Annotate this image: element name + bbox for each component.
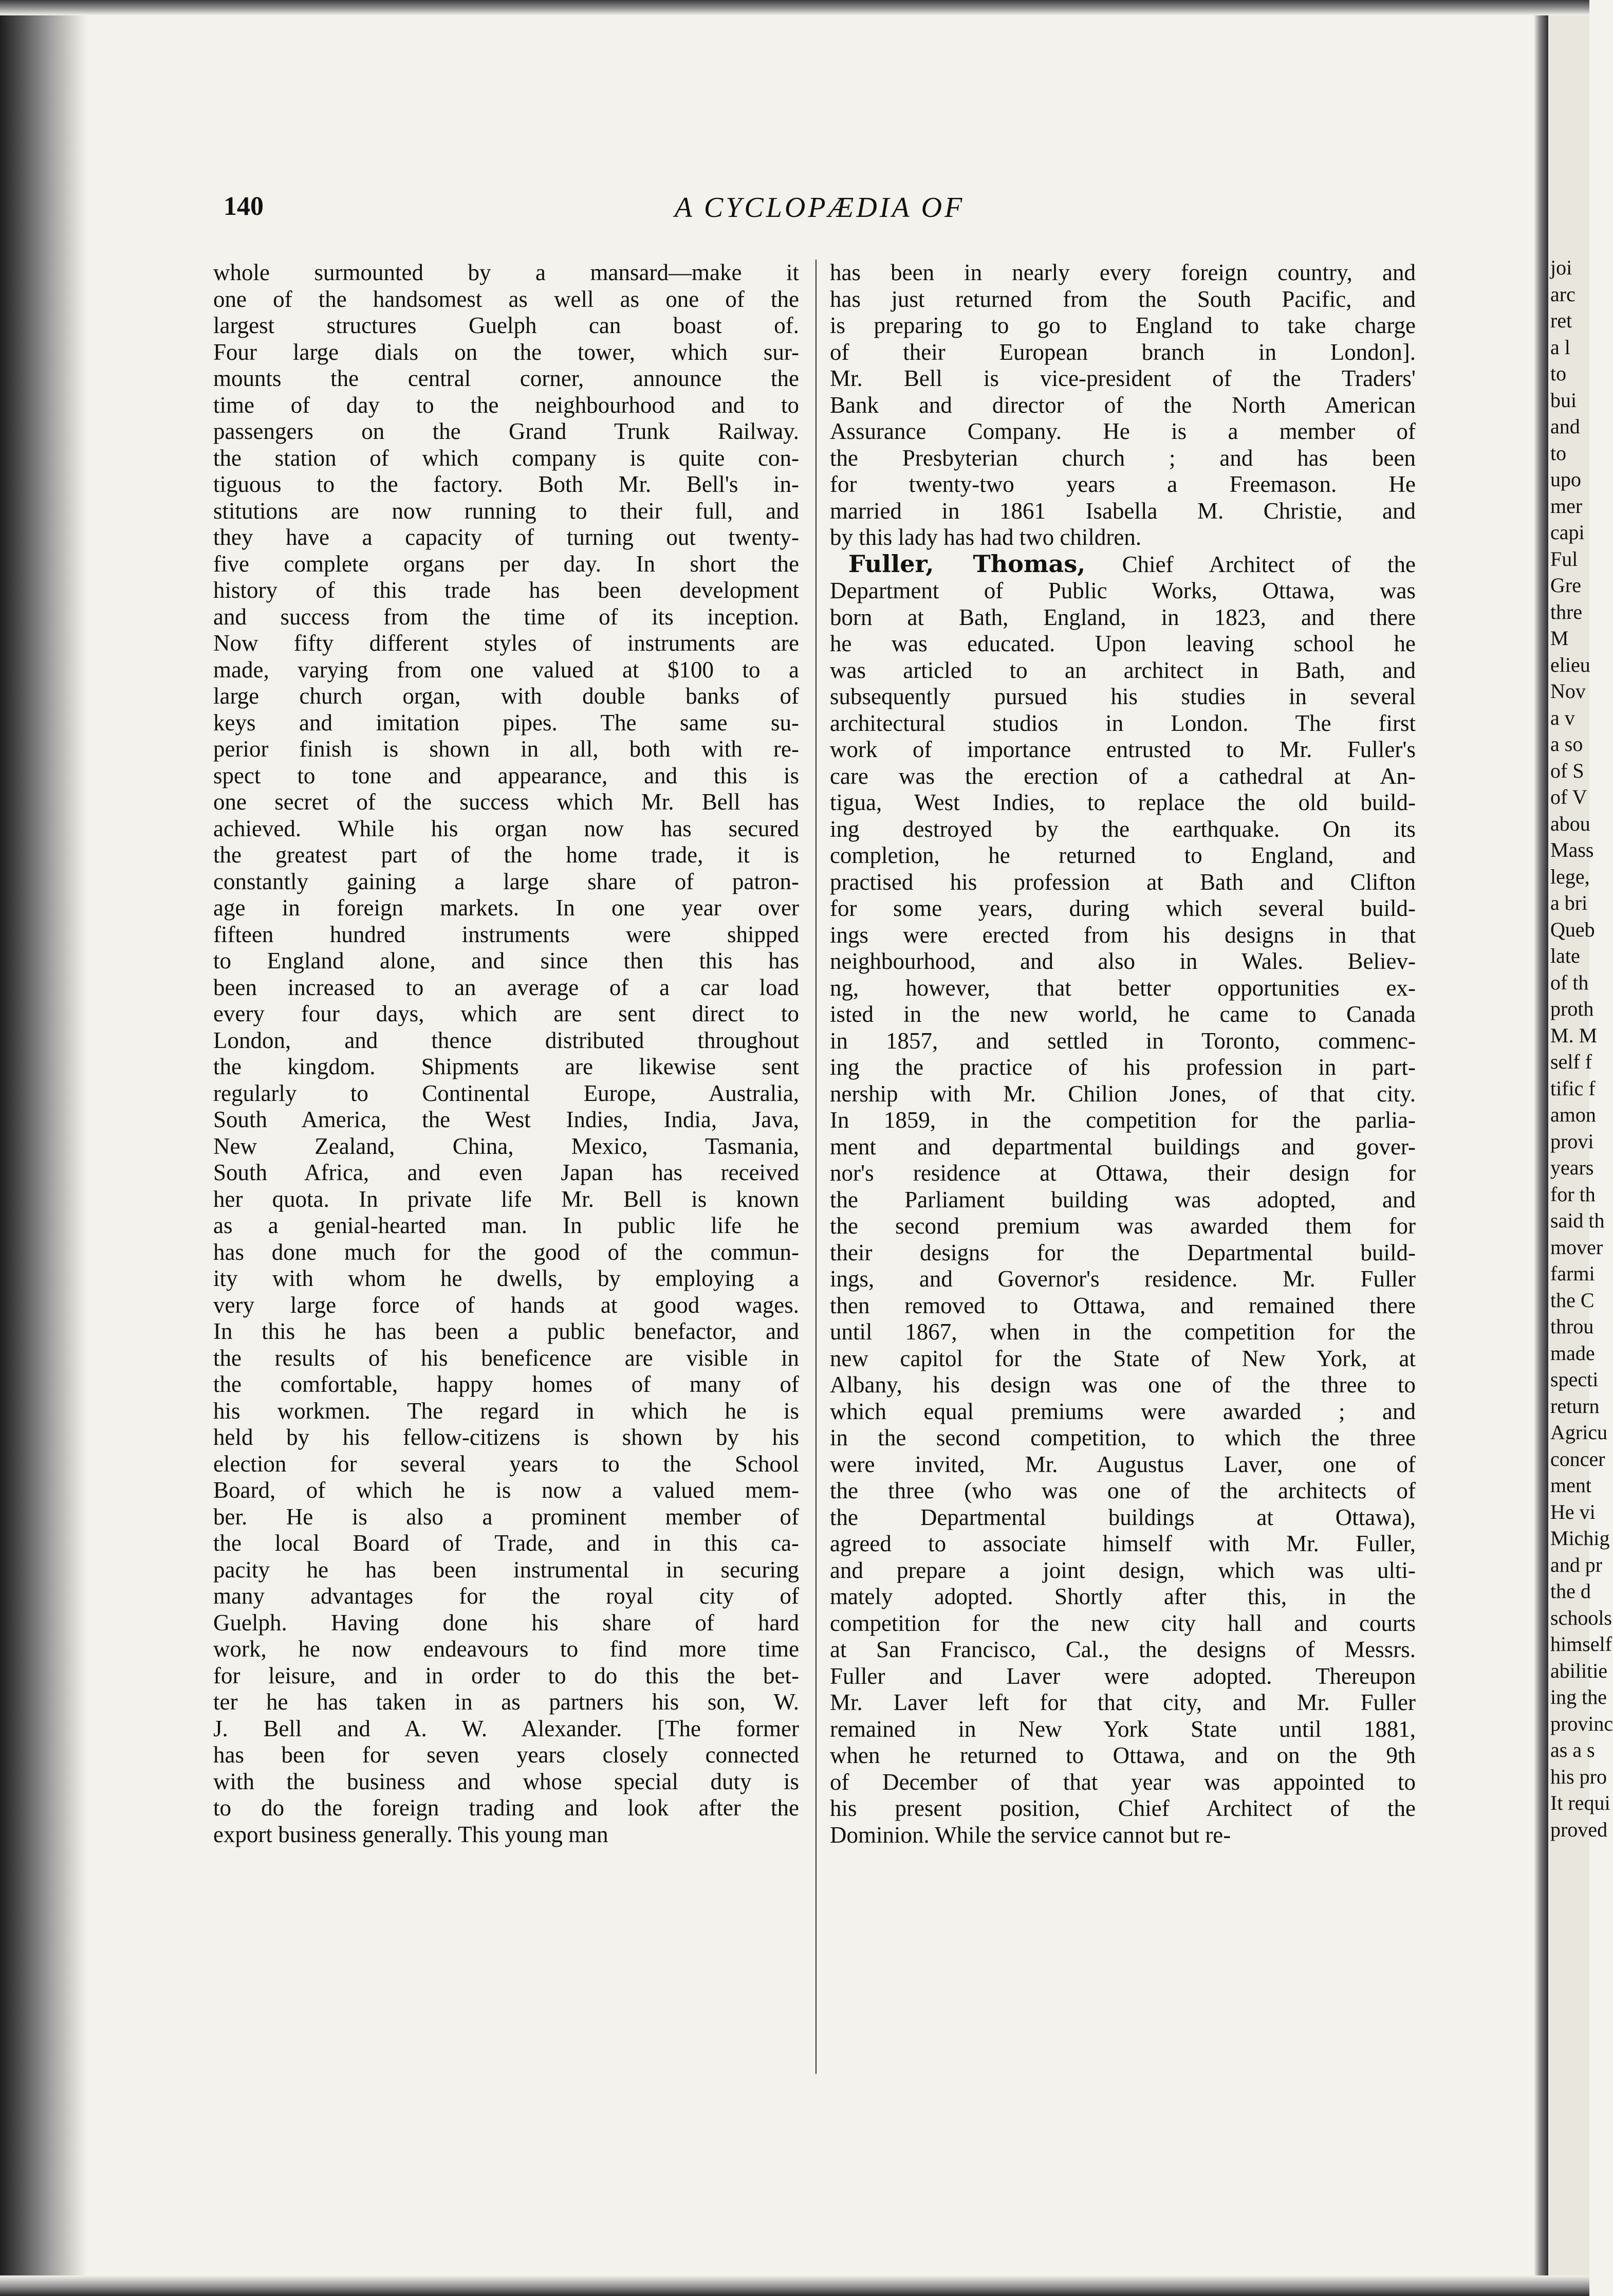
facing-page-fragment: made <box>1550 1341 1595 1365</box>
text-line: and success from the time of its inception. <box>213 603 799 630</box>
text-line: constantly gaining a large share of patron- <box>213 868 799 894</box>
entry-heading-rest: Chief Architect of the <box>1122 551 1416 577</box>
text-line: mately adopted. Shortly after this, in the <box>830 1584 1416 1609</box>
facing-page-fragment: thre <box>1550 600 1583 623</box>
facing-page-fragment: elieu <box>1550 653 1590 676</box>
facing-page-fragment: capi <box>1550 521 1585 544</box>
text-line: New Zealand, China, Mexico, Tasmania, <box>213 1133 799 1159</box>
text-line: ter he has taken in as partners his son, W. <box>213 1689 799 1715</box>
text-line: the comfortable, happy homes of many of <box>213 1371 799 1397</box>
facing-page-fragment: a v <box>1550 706 1575 729</box>
text-line: ment and departmental buildings and gover- <box>830 1133 1416 1160</box>
text-line: care was the erection of a cathedral at An- <box>830 763 1416 789</box>
text-line: for some years, during which several build- <box>830 895 1416 921</box>
text-line: ber. He is also a prominent member of <box>213 1503 799 1530</box>
text-line: whole surmounted by a mansard—make it <box>213 260 799 285</box>
text-line: ing destroyed by the earthquake. On its <box>830 816 1416 842</box>
text-line: many advantages for the royal city of <box>213 1583 799 1609</box>
text-line: subsequently pursued his studies in several <box>830 684 1416 709</box>
facing-page-fragment: a l <box>1550 335 1570 359</box>
text-line: pacity he has been instrumental in securing <box>213 1556 799 1583</box>
text-line: election for several years to the School <box>213 1450 799 1477</box>
facing-page-fragment: arc <box>1550 282 1575 306</box>
facing-page-fragment: years <box>1550 1156 1594 1179</box>
text-line: Fuller and Laver were adopted. Thereupon <box>830 1663 1416 1689</box>
page-header <box>208 191 1431 227</box>
text-line: very large force of hands at good wages. <box>213 1292 799 1318</box>
facing-page-fragment: Gre <box>1550 574 1581 597</box>
facing-page-fragment: Agricu <box>1550 1421 1608 1444</box>
text-line: ng, however, that better opportunities ex- <box>830 975 1416 1001</box>
text-line: competition for the new city hall and courts <box>830 1610 1416 1636</box>
text-line: the greatest part of the home trade, it is <box>213 842 799 868</box>
column-divider <box>815 260 817 2074</box>
text-line: has done much for the good of the commun- <box>213 1239 799 1265</box>
text-line: by this lady has had two children. <box>830 524 1142 550</box>
scan-shadow-top <box>0 0 1589 15</box>
facing-page-fragment: Ful <box>1550 547 1578 571</box>
text-line: her quota. In private life Mr. Bell is known <box>213 1186 799 1212</box>
facing-page-fragment: as a s <box>1550 1738 1595 1761</box>
facing-page-fragment: mover <box>1550 1235 1603 1259</box>
text-line: ity with whom he dwells, by employing a <box>213 1265 799 1291</box>
text-line: stitutions are now running to their full, and <box>213 498 799 524</box>
facing-page-fragment: provi <box>1550 1129 1594 1153</box>
text-line: neighbourhood, and also in Wales. Believ- <box>830 948 1416 974</box>
facing-page-fragment: and <box>1550 415 1580 438</box>
text-line: agreed to associate himself with Mr. Fuller, <box>830 1531 1416 1556</box>
text-line: they have a capacity of turning out twenty- <box>213 524 799 550</box>
text-line: the second premium was awarded them for <box>830 1213 1416 1239</box>
facing-page-fragment: M <box>1550 627 1569 650</box>
facing-page-edge <box>1548 15 1613 2275</box>
facing-page-fragment: lege, <box>1550 865 1590 888</box>
text-line: been increased to an average of a car load <box>213 974 799 1000</box>
text-line: the station of which company is quite con- <box>213 445 799 471</box>
text-line: in the second competition, to which the three <box>830 1425 1416 1450</box>
facing-page-fragment: It requi <box>1550 1791 1610 1814</box>
facing-page-fragment: and pr <box>1550 1553 1603 1576</box>
facing-page-fragment: mer <box>1550 494 1583 518</box>
text-line: as a genial-hearted man. In public life he <box>213 1213 799 1238</box>
bell-entry-continuation <box>830 260 1416 551</box>
text-line: in 1857, and settled in Toronto, commenc- <box>830 1027 1416 1054</box>
text-line: Department of Public Works, Ottawa, was <box>830 578 1416 603</box>
facing-page-fragment: schools <box>1550 1606 1612 1629</box>
running-title: A CYCLOPÆDIA OF <box>674 192 965 224</box>
text-line: ing the practice of his profession in part- <box>830 1054 1416 1080</box>
text-line: he was educated. Upon leaving school he <box>830 631 1416 656</box>
text-line: spect to tone and appearance, and this is <box>213 762 799 788</box>
facing-page-fragment: bui <box>1550 388 1577 412</box>
fuller-entry-heading-line <box>830 551 1416 578</box>
facing-page-fragment: ment <box>1550 1474 1591 1497</box>
text-line: completion, he returned to England, and <box>830 842 1416 868</box>
text-line: the Parliament building was adopted, and <box>830 1186 1416 1213</box>
left-column <box>213 260 799 1848</box>
facing-page-fragment: Nov <box>1550 679 1586 703</box>
text-line: In this he has been a public benefactor, and <box>213 1318 799 1344</box>
text-line: In 1859, in the competition for the parlia- <box>830 1107 1416 1133</box>
text-line: his workmen. The regard in which he is <box>213 1398 799 1424</box>
facing-page-fragment: specti <box>1550 1368 1599 1391</box>
facing-page-fragment: of th <box>1550 970 1589 994</box>
facing-page-fragment: late <box>1550 944 1580 967</box>
text-line: were invited, Mr. Augustus Laver, one of <box>830 1451 1416 1477</box>
text-line: practised his profession at Bath and Clifton <box>830 869 1416 895</box>
facing-page-fragment: provinc <box>1550 1712 1613 1735</box>
text-line: has been in nearly every foreign country, and <box>830 260 1416 285</box>
facing-page-fragment: proth <box>1550 997 1594 1020</box>
text-line: Board, of which he is now a valued mem- <box>213 1477 799 1503</box>
facing-page-fragment: amon <box>1550 1103 1596 1126</box>
text-line: South Africa, and even Japan has received <box>213 1160 799 1185</box>
text-line: London, and thence distributed throughout <box>213 1027 799 1053</box>
facing-page-fragment: tific f <box>1550 1076 1596 1100</box>
text-line: ings, and Governor's residence. Mr. Fuller <box>830 1266 1416 1292</box>
facing-page-fragment: return <box>1550 1394 1600 1418</box>
text-line: remained in New York State until 1881, <box>830 1716 1416 1742</box>
text-line: made, varying from one valued at $100 to a <box>213 656 799 683</box>
text-line: the results of his beneficence are visible in <box>213 1345 799 1371</box>
text-line: perior finish is shown in all, both with re- <box>213 736 799 762</box>
text-line: Four large dials on the tower, which sur- <box>213 339 799 365</box>
text-line: work of importance entrusted to Mr. Fuller's <box>830 737 1416 762</box>
text-line: Albany, his design was one of the three to <box>830 1372 1416 1398</box>
text-line: to England alone, and since then this has <box>213 948 799 973</box>
text-line: passengers on the Grand Trunk Railway. <box>213 418 799 444</box>
text-line: has been for seven years closely connected <box>213 1742 799 1768</box>
text-line: the three (who was one of the architects of <box>830 1478 1416 1503</box>
text-line: his present position, Chief Architect of the <box>830 1795 1416 1821</box>
right-column <box>830 260 1416 1848</box>
text-line: with the business and whose special duty is <box>213 1768 799 1794</box>
text-line: has just returned from the South Pacific, and <box>830 286 1416 312</box>
facing-page-fragment: himself <box>1550 1632 1612 1656</box>
text-line: for leisure, and in order to do this the bet- <box>213 1662 799 1688</box>
text-line: large church organ, with double banks of <box>213 683 799 709</box>
facing-page-fragment: M. M <box>1550 1023 1598 1047</box>
text-line: born at Bath, England, in 1823, and there <box>830 604 1416 630</box>
text-line: keys and imitation pipes. The same su- <box>213 709 799 736</box>
book-gutter <box>1534 15 1548 2275</box>
text-line: architectural studios in London. The first <box>830 710 1416 736</box>
text-line: is preparing to go to England to take charge <box>830 313 1416 338</box>
facing-page-fragment: concer <box>1550 1447 1605 1471</box>
text-line: tigua, West Indies, to replace the old build- <box>830 789 1416 815</box>
text-line: mounts the central corner, announce the <box>213 365 799 391</box>
text-line: was articled to an architect in Bath, and <box>830 657 1416 683</box>
text-line: fifteen hundred instruments were shipped <box>213 921 799 947</box>
text-line: achieved. While his organ now has secured <box>213 815 799 841</box>
facing-page-fragment: said th <box>1550 1209 1605 1232</box>
facing-page-fragment: to <box>1550 362 1567 385</box>
text-line: the local Board of Trade, and in this ca- <box>213 1530 799 1556</box>
text-line: Mr. Laver left for that city, and Mr. Fuller <box>830 1689 1416 1715</box>
text-line: J. Bell and A. W. Alexander. [The former <box>213 1715 799 1741</box>
text-line: export business generally. This young man <box>213 1821 608 1847</box>
text-line: nership with Mr. Chilion Jones, of that city. <box>830 1080 1416 1107</box>
text-line: history of this trade has been development <box>213 577 799 603</box>
text-line: to do the foreign trading and look after the <box>213 1795 799 1821</box>
facing-page-fragment: Queb <box>1550 917 1595 941</box>
facing-page-fragment: the d <box>1550 1579 1591 1603</box>
facing-page-fragment: abou <box>1550 812 1590 835</box>
text-line: then removed to Ottawa, and remained there <box>830 1292 1416 1318</box>
text-line: one secret of the success which Mr. Bell has <box>213 789 799 815</box>
facing-page-fragment: a so <box>1550 732 1583 756</box>
text-line: when he returned to Ottawa, and on the 9th <box>830 1742 1416 1768</box>
facing-page-fragment: a bri <box>1550 891 1588 914</box>
text-line: age in foreign markets. In one year over <box>213 895 799 921</box>
scan-shadow-bottom <box>0 2275 1589 2296</box>
text-line: held by his fellow-citizens is shown by his <box>213 1424 799 1450</box>
facing-page-fragment: farmi <box>1550 1262 1595 1285</box>
text-line: Dominion. While the service cannot but re- <box>830 1822 1231 1848</box>
facing-page-fragment: self f <box>1550 1050 1592 1073</box>
entry-name-fuller: Fuller, Thomas, <box>848 549 1086 578</box>
facing-page-fragment: abilitie <box>1550 1659 1608 1682</box>
text-line: isted in the new world, he came to Canada <box>830 1001 1416 1027</box>
text-line: the kingdom. Shipments are likewise sent <box>213 1054 799 1079</box>
text-line: every four days, which are sent direct to <box>213 1001 799 1026</box>
text-line: largest structures Guelph can boast of. <box>213 313 799 338</box>
text-line: the Departmental buildings at Ottawa), <box>830 1504 1416 1530</box>
text-line: work, he now endeavours to find more time <box>213 1636 799 1662</box>
facing-page-fragment: ret <box>1550 309 1572 332</box>
text-line: Bank and director of the North American <box>830 392 1416 418</box>
page-number: 140 <box>224 192 264 221</box>
text-line: Assurance Company. He is a member of <box>830 418 1416 444</box>
text-line: until 1867, when in the competition for the <box>830 1319 1416 1345</box>
text-line: which equal premiums were awarded ; and <box>830 1398 1416 1424</box>
facing-page-fragment: the C <box>1550 1288 1595 1312</box>
text-line: regularly to Continental Europe, Australia, <box>213 1080 799 1106</box>
text-line: tiguous to the factory. Both Mr. Bell's in- <box>213 471 799 497</box>
text-line: new capitol for the State of New York, at <box>830 1345 1416 1371</box>
text-line: five complete organs per day. In short the <box>213 550 799 577</box>
text-line: ings were erected from his designs in that <box>830 922 1416 948</box>
facing-page-fragment: of S <box>1550 759 1584 782</box>
text-line: South America, the West Indies, India, Java, <box>213 1107 799 1132</box>
text-line: one of the handsomest as well as one of the <box>213 286 799 312</box>
scan-shadow-left <box>0 0 87 2296</box>
facing-page-fragment: throu <box>1550 1315 1594 1338</box>
text-line: time of day to the neighbourhood and to <box>213 392 799 418</box>
facing-page-fragment: He vi <box>1550 1500 1596 1523</box>
text-line: Guelph. Having done his share of hard <box>213 1609 799 1636</box>
facing-page-fragment: for th <box>1550 1182 1596 1206</box>
fuller-entry-body <box>830 578 1416 1848</box>
text-line: Mr. Bell is vice-president of the Traders' <box>830 365 1416 391</box>
facing-page-fragment: of V <box>1550 785 1587 809</box>
text-line: the Presbyterian church ; and has been <box>830 445 1416 471</box>
facing-page-fragment: joi <box>1550 256 1572 279</box>
text-line: Now fifty different styles of instruments are <box>213 630 799 656</box>
facing-page-fragment: Mass <box>1550 838 1594 861</box>
text-line: nor's residence at Ottawa, their design for <box>830 1160 1416 1186</box>
text-line: at San Francisco, Cal., the designs of Messrs. <box>830 1637 1416 1662</box>
facing-page-fragment: to <box>1550 441 1567 465</box>
text-line: for twenty-two years a Freemason. He <box>830 471 1416 497</box>
facing-page-fragment: Michig <box>1550 1527 1610 1550</box>
text-line: married in 1861 Isabella M. Christie, and <box>830 498 1416 524</box>
facing-page-fragment: his pro <box>1550 1765 1607 1788</box>
facing-page-fragment: upo <box>1550 468 1581 491</box>
text-line: their designs for the Departmental build- <box>830 1239 1416 1265</box>
facing-page-fragment: ing the <box>1550 1685 1607 1709</box>
text-line: of December of that year was appointed to <box>830 1769 1416 1795</box>
text-line: and prepare a joint design, which was ulti- <box>830 1557 1416 1583</box>
text-line: of their European branch in London]. <box>830 339 1416 365</box>
facing-page-fragment: proved <box>1550 1817 1608 1841</box>
